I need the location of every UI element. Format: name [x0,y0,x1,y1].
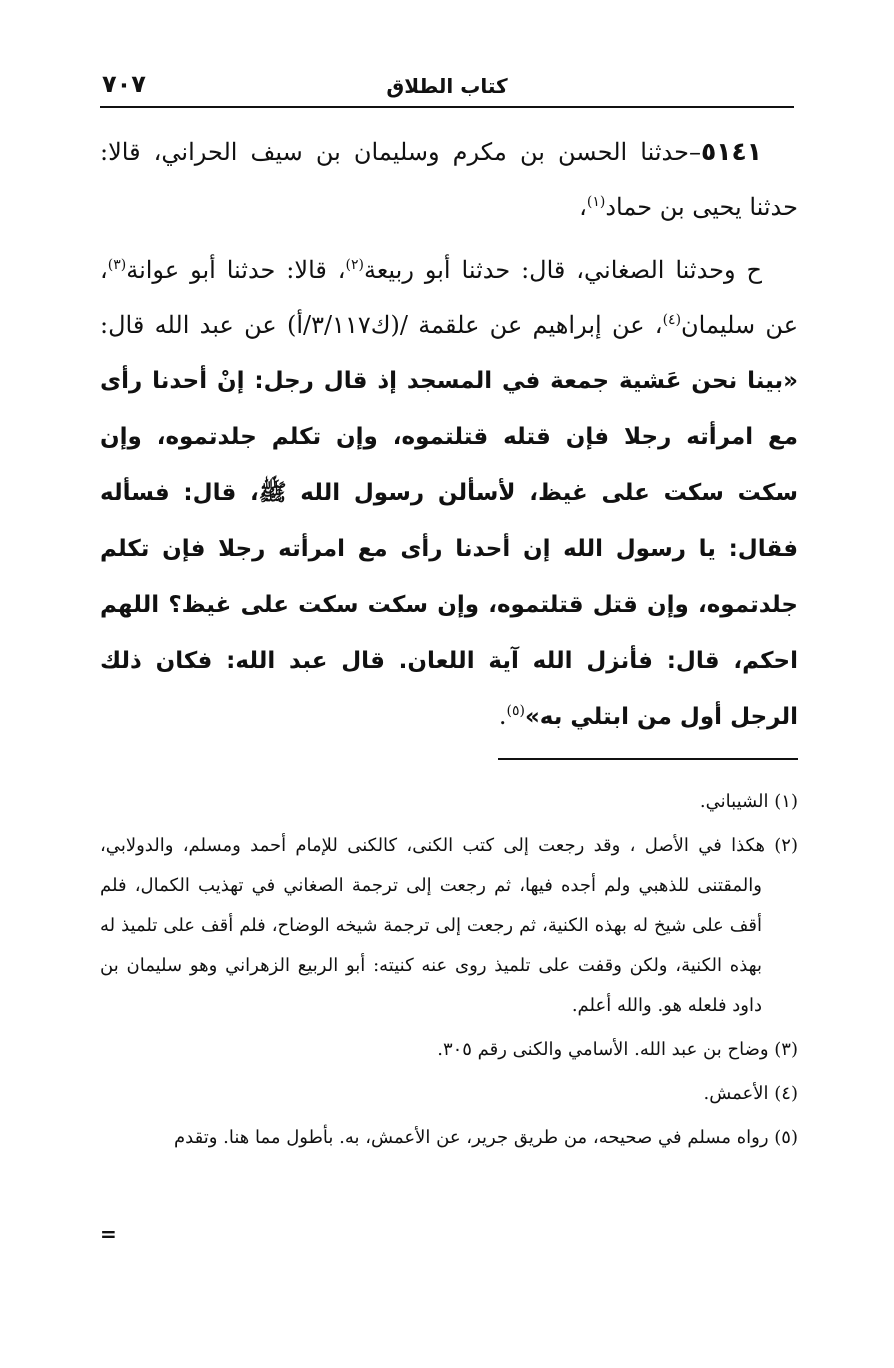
footnotes [100,782,798,1158]
hadith-text [100,124,798,745]
footnote-ref-4: (٤) [662,312,682,328]
page-header [100,66,794,108]
footnote-ref-5: (٥) [506,703,525,719]
footnote-2: (٢) هكذا في الأصل ، وقد رجعت إلى كتب الكنى، كالكنى للإمام أحمد ومسلم، والدولابي، والمقتنى للذهبي ولم أجده فيها، ثم رجعت إلى ترجمة الصغاني في تهذيب الكمال، فلم أقف على شيخ له بهذه الكنية، ثم رجعت إلى ترجمة شيخه الوضاح، فلم أقف على تلميذ له بهذه الكنية، ولكن وقفت على تلميذ روى عنه كنيته: أبو الربيع الزهراني وهو سليمان بن داود فلعله هو. والله أعلم. [100,835,798,1016]
hadith-matn: «بينا نحن عَشية جمعة في المسجد إذ قال رجل: إنْ أحدنا رأى مع امرأته رجلا فإن قتله قتلتموه، وإن تكلم جلدتموه، وإن سكت سكت على غيظ، لأسألن رسول الله ﷺ، قال: فسأله فقال: يا رسول الله إن أحدنا رأى مع امرأته رجلا فإن تكلم جلدتموه، وإن قتل قتلتموه، وإن سكت سكت على غيظ؟ اللهم احكم، قال: فأنزل الله آية اللعان. قال عبد الله: فكان ذلك الرجل أول من ابتلي به» [100,368,798,730]
footnote-ref-2: (٢) [345,257,364,273]
hadith-paragraph-body [100,243,798,745]
footnote-5: (٥) رواه مسلم في صحيحه، من طريق جرير، عن الأعمش، به. بأطول مما هنا. وتقدم [174,1127,798,1148]
isnad-part-1-end: ، [579,193,587,221]
footnote-3: (٣) وضاح بن عبد الله. الأسامي والكنى رقم ٣٠٥. [437,1039,798,1060]
isnad-part-2c: ، عن سليمان [100,256,799,339]
footnote-separator [498,758,798,760]
footnote-ref-3: (٣) [107,257,127,273]
continuation-mark: = [100,1222,117,1246]
isnad-part-2a: ح وحدثنا الصغاني، قال: حدثنا أبو ربيعة [363,256,762,284]
footnote-ref-1: (١) [586,194,606,210]
footnote-1: (١) الشيباني. [699,791,798,812]
hadith-paragraph-chain [100,124,798,235]
matn-end: . [498,702,507,730]
page-number: ٧٠٧ [102,70,146,98]
book-title: كتاب الطلاق [386,74,508,98]
isnad-part-2b: ، قالا: حدثنا أبو عوانة [126,256,346,284]
isnad-part-2d: ، عن إبراهيم عن علقمة /(ك٣/١١٧/أ) عن عبد الله قال: [100,311,663,339]
hadith-number: ٥١٤١ [700,137,762,166]
isnad-part-1: –حدثنا الحسن بن مكرم وسليمان بن سيف الحراني، قالا: حدثنا يحيى بن حماد [100,138,798,221]
footnote-4: (٤) الأعمش. [703,1083,798,1104]
